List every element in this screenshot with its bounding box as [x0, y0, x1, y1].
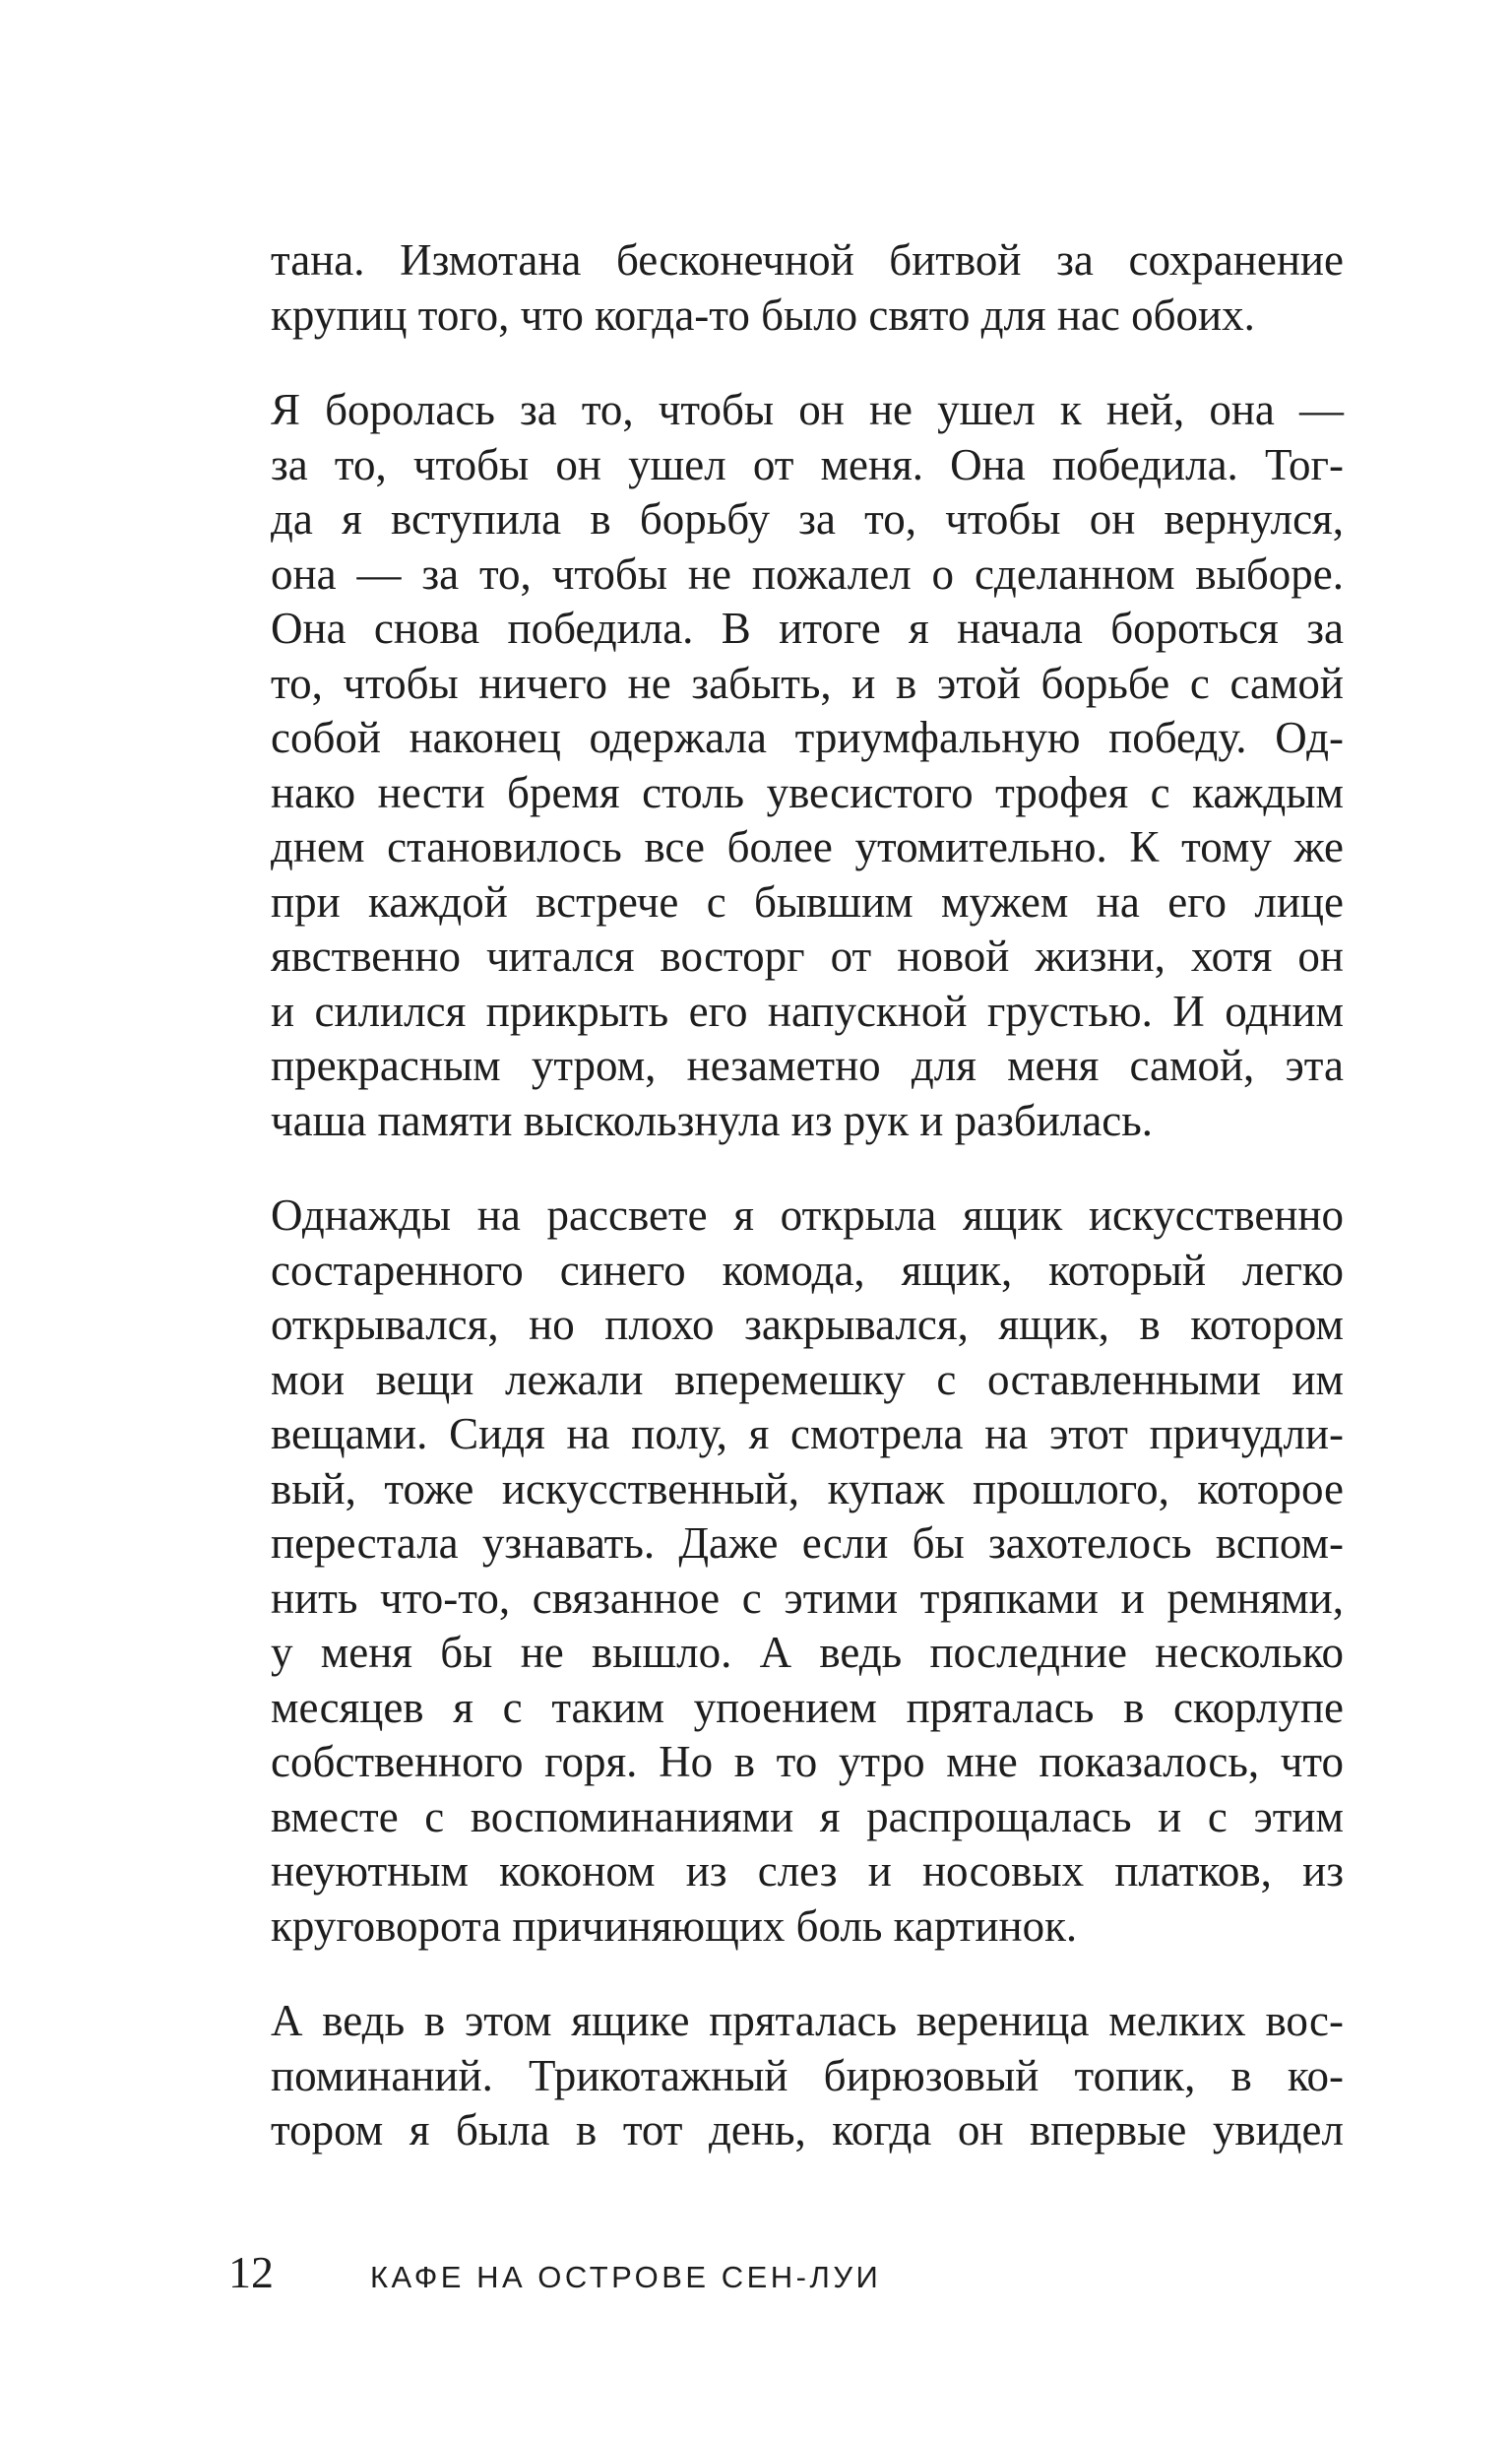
paragraph	[271, 383, 1344, 1148]
text-line: и силился прикрыть его напускной грустью. И одним	[271, 986, 1344, 1036]
text-line: да я вступила в борьбу за то, чтобы он вернулся,	[271, 494, 1344, 544]
text-line: нако нести бремя столь увесистого трофея с каждым	[271, 767, 1344, 817]
text-line: круговорота причиняющих боль картинок.	[271, 1900, 1078, 1951]
text-line: собой наконец одержала триумфальную победу. Од-	[271, 713, 1344, 762]
text-line: вый, тоже искусственный, купаж прошлого, которое	[271, 1463, 1344, 1513]
paragraph	[271, 1189, 1344, 1954]
text-line: перестала узнавать. Даже если бы захотелось вспом-	[271, 1518, 1344, 1568]
text-line: А ведь в этом ящике пряталась вереница мелких вос-	[271, 1996, 1344, 2045]
text-line: месяцев я с таким упоением пряталась в скорлупе	[271, 1682, 1344, 1732]
text-line: Я боролась за то, чтобы он не ушел к ней, она —	[271, 385, 1344, 434]
text-line: днем становилось все более утомительно. К тому же	[271, 822, 1344, 871]
text-line: то, чтобы ничего не забыть, и в этой борьбе с самой	[271, 658, 1344, 708]
text-line: тором я была в тот день, когда он впервые увидел	[271, 2105, 1344, 2154]
text-line: чаша памяти выскользнула из рук и разбилась.	[271, 1095, 1154, 1145]
text-line: явственно читался восторг от новой жизни, хотя он	[271, 932, 1344, 981]
text-line: при каждой встрече с бывшим мужем на его лице	[271, 876, 1344, 927]
text-line: тана. Измотана бесконечной битвой за сохранение	[271, 235, 1344, 285]
page-footer	[228, 2243, 881, 2302]
text-line: открывался, но плохо закрывался, ящик, в котором	[271, 1300, 1344, 1349]
text-line: она — за то, чтобы не пожалел о сделанном выборе.	[271, 548, 1344, 599]
text-line: неуютным коконом из слез и носовых платков, из	[271, 1846, 1344, 1896]
text-line: состаренного синего комода, ящик, который легко	[271, 1245, 1344, 1295]
text-line: Однажды на рассвете я открыла ящик искусственно	[271, 1190, 1344, 1240]
body-text	[271, 233, 1344, 2199]
text-line: мои вещи лежали вперемешку с оставленными им	[271, 1354, 1344, 1404]
text-line: у меня бы не вышло. А ведь последние несколько	[271, 1628, 1344, 1677]
text-line: поминаний. Трикотажный бирюзовый топик, в ко-	[271, 2050, 1344, 2100]
text-line: прекрасным утром, незаметно для меня самой, эта	[271, 1041, 1344, 1090]
text-line: за то, чтобы он ушел от меня. Она победила. Тог-	[271, 439, 1344, 489]
text-line: нить что-то, связанное с этими тряпками и ремнями,	[271, 1573, 1344, 1623]
paragraph	[271, 233, 1344, 343]
running-title: КАФЕ НА ОСТРОВЕ СЕН-ЛУИ	[370, 2260, 882, 2294]
text-line: вместе с воспоминаниями я распрощалась и с этим	[271, 1791, 1344, 1841]
text-line: крупиц того, что когда-то было свято для нас обоих.	[271, 289, 1255, 340]
paragraph	[271, 1994, 1344, 2158]
text-line: вещами. Сидя на полу, я смотрела на этот причудли-	[271, 1409, 1344, 1458]
page-number: 12	[228, 2247, 274, 2297]
text-line: Она снова победила. В итоге я начала бороться за	[271, 604, 1344, 653]
text-line: собственного горя. Но в то утро мне показалось, что	[271, 1737, 1344, 1786]
